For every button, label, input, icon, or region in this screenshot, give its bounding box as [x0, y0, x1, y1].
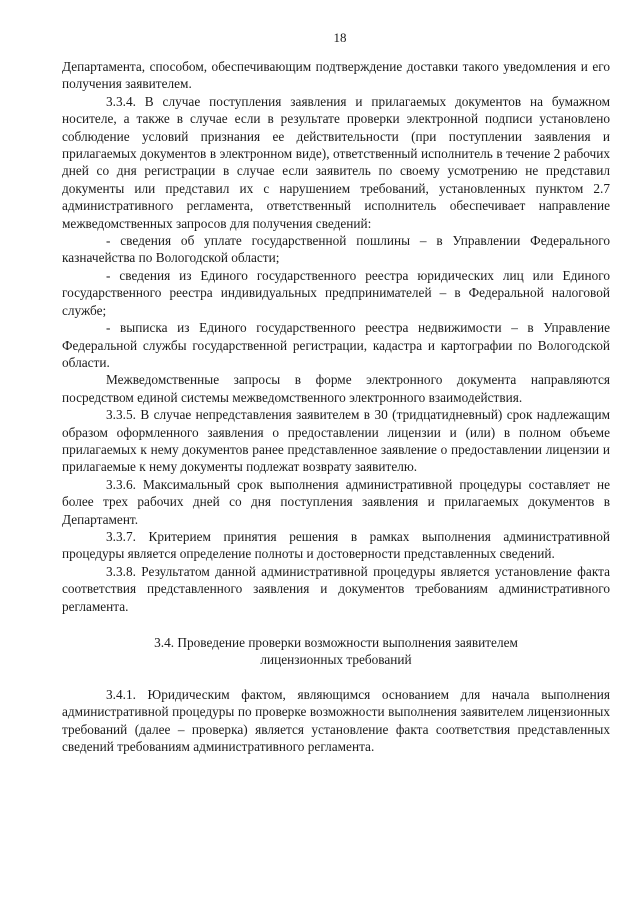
list-item-state-fee: - сведения об уплате государственной пошлины – в Управлении Федерального казначейства по Вологодской области; — [62, 233, 610, 266]
paragraph-3-3-5: 3.3.5. В случае непредставления заявителем в 30 (тридцатидневный) срок надлежащим образом оформленного заявления о предоставлении лицензии и (или) в полном объеме прилагаемых к нему документов ранее представленное заявление о предоставлении лицензии и прилагаемые к нему документы подлежат возврату заявителю. — [62, 407, 610, 475]
section-title-line-2: лицензионных требований — [260, 652, 412, 668]
document-page — [62, 30, 610, 755]
paragraph-3-3-8: 3.3.8. Результатом данной административной процедуры является установление факта соответствия представленного заявления и документов требованиям административного регламента. — [62, 563, 610, 614]
paragraph-3-4-1: 3.4.1. Юридическим фактом, являющимся основанием для начала выполнения административной процедуры по проверке возможности выполнения заявителем лицензионных требований (далее – проверка) является установление факта соответствия представленных сведений требованиям административного регламента. — [62, 686, 610, 755]
paragraph-continuation: Департамента, способом, обеспечивающим подтверждение доставки такого уведомления и его получения заявителем. — [62, 59, 610, 92]
section-title-3-4 — [62, 634, 610, 669]
paragraph-3-3-6: 3.3.6. Максимальный срок выполнения административной процедуры составляет не более трех рабочих дней со дня поступления заявления и прилагаемых документов в Департамент. — [62, 476, 610, 527]
paragraph-3-3-4: 3.3.4. В случае поступления заявления и прилагаемых документов на бумажном носителе, а также в случае если в результате проверки электронной подписи установлено соблюдение условий признания ее действительности (при поступлении заявления и прилагаемых документов в электронном виде), ответственный исполнитель в течение 2 рабочих дней со дня регистрации в случае если заявитель по своему усмотрению не представил документы или представил их с нарушением требований, установленных пунктом 2.7 административного регламента, ответственный исполнитель обеспечивает направление межведомственных запросов для получения сведений: — [62, 93, 610, 231]
paragraph-interagency-requests: Межведомственные запросы в форме электронного документа направляются посредством единой системы межведомственного электронного взаимодействия. — [62, 372, 610, 405]
list-item-real-estate-extract: - выписка из Единого государственного реестра недвижимости – в Управление Федеральной службы государственной регистрации, кадастра и картографии по Вологодской области. — [62, 320, 610, 370]
page-number: 18 — [333, 30, 347, 45]
paragraph-3-3-7: 3.3.7. Критерием принятия решения в рамках выполнения административной процедуры является определение полноты и достоверности представленных сведений. — [62, 528, 610, 562]
list-item-registry-info: - сведения из Единого государственного реестра юридических лиц или Единого государственного реестра индивидуальных предпринимателей – в Федеральной налоговой службе; — [62, 267, 610, 318]
section-title-line-1: 3.4. Проведение проверки возможности выполнения заявителем — [154, 635, 518, 650]
